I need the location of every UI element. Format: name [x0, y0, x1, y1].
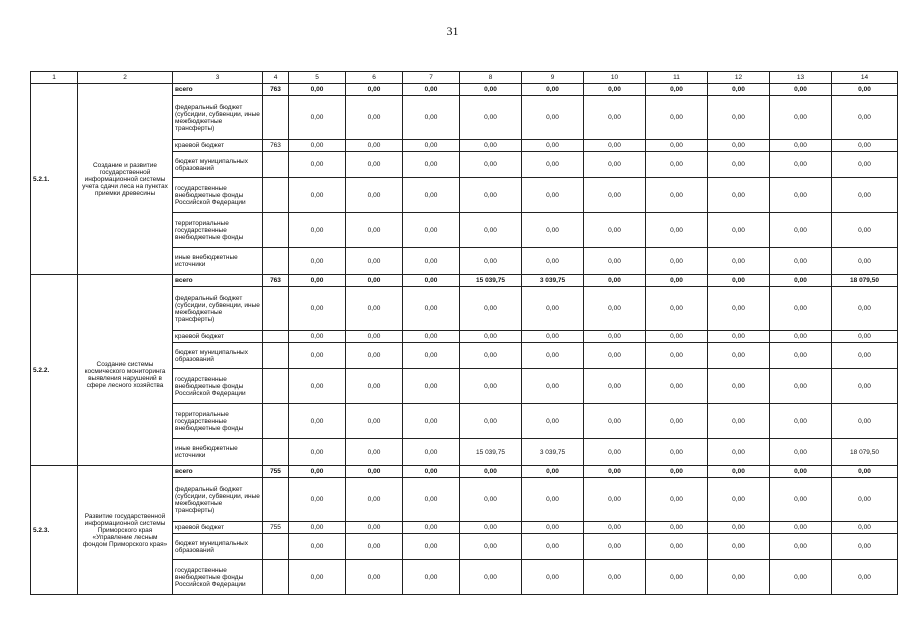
value-cell: 0,00 [770, 96, 832, 140]
value-cell: 0,00 [708, 439, 770, 466]
table-row [31, 84, 898, 96]
value-cell: 0,00 [584, 96, 646, 140]
value-cell: 0,00 [460, 404, 522, 439]
funding-source: государственные внебюджетные фонды Российской Федерации [173, 560, 263, 595]
table-row [31, 466, 898, 478]
value-cell: 0,00 [770, 439, 832, 466]
value-cell: 0,00 [770, 140, 832, 152]
value-cell: 0,00 [460, 560, 522, 595]
value-cell: 0,00 [584, 478, 646, 522]
value-cell: 0,00 [832, 369, 898, 404]
value-cell: 0,00 [708, 369, 770, 404]
value-cell: 0,00 [584, 466, 646, 478]
value-cell: 0,00 [346, 152, 403, 178]
section-name: Создание и развитие государственной информационной системы учета сдачи леса на пунктах приемки древесины [78, 84, 173, 275]
value-cell: 0,00 [832, 522, 898, 534]
value-cell: 0,00 [460, 213, 522, 248]
value-cell: 0,00 [708, 331, 770, 343]
value-cell: 0,00 [708, 522, 770, 534]
value-cell: 0,00 [708, 560, 770, 595]
page-number: 31 [446, 24, 459, 38]
value-cell: 0,00 [832, 287, 898, 331]
header-cell: 5 [289, 72, 346, 84]
funding-source: государственные внебюджетные фонды Российской Федерации [173, 369, 263, 404]
budget-code-cell [263, 369, 289, 404]
value-cell: 0,00 [584, 560, 646, 595]
value-cell: 0,00 [346, 522, 403, 534]
budget-code-cell [263, 404, 289, 439]
value-cell: 0,00 [832, 560, 898, 595]
value-cell: 0,00 [522, 560, 584, 595]
value-cell: 0,00 [522, 213, 584, 248]
value-cell: 0,00 [832, 343, 898, 369]
value-cell: 0,00 [770, 404, 832, 439]
value-cell: 0,00 [403, 96, 460, 140]
budget-code-cell [263, 478, 289, 522]
section-name: Создание системы космического мониторинга выявления нарушений в сфере лесного хозяйства [78, 275, 173, 466]
value-cell: 0,00 [289, 331, 346, 343]
budget-code-cell [263, 560, 289, 595]
value-cell: 18 079,50 [832, 439, 898, 466]
value-cell: 0,00 [346, 248, 403, 275]
value-cell: 0,00 [460, 140, 522, 152]
value-cell: 0,00 [403, 287, 460, 331]
section-name: Развитие государственной информационной системы Приморского края «Управление лесным фондом Приморского края» [78, 466, 173, 595]
value-cell: 0,00 [708, 84, 770, 96]
value-cell: 0,00 [403, 369, 460, 404]
header-cell: 10 [584, 72, 646, 84]
value-cell: 0,00 [832, 140, 898, 152]
value-cell: 0,00 [832, 178, 898, 213]
value-cell: 0,00 [584, 331, 646, 343]
funding-source: федеральный бюджет (субсидии, субвенции, иные межбюджетные трансферты) [173, 287, 263, 331]
value-cell: 0,00 [403, 466, 460, 478]
value-cell: 0,00 [403, 331, 460, 343]
value-cell: 0,00 [770, 534, 832, 560]
value-cell: 0,00 [522, 331, 584, 343]
value-cell: 0,00 [403, 439, 460, 466]
header-cell: 11 [646, 72, 708, 84]
value-cell: 0,00 [646, 287, 708, 331]
value-cell: 0,00 [346, 478, 403, 522]
budget-code-cell [263, 287, 289, 331]
funding-source: краевой бюджет [173, 522, 263, 534]
value-cell: 0,00 [289, 478, 346, 522]
value-cell: 0,00 [770, 213, 832, 248]
value-cell: 0,00 [584, 369, 646, 404]
value-cell: 3 039,75 [522, 439, 584, 466]
value-cell: 0,00 [584, 439, 646, 466]
value-cell: 0,00 [584, 287, 646, 331]
budget-code-cell [263, 213, 289, 248]
funding-source: бюджет муниципальных образований [173, 534, 263, 560]
value-cell: 15 039,75 [460, 439, 522, 466]
value-cell: 0,00 [522, 343, 584, 369]
value-cell: 0,00 [708, 404, 770, 439]
value-cell: 0,00 [522, 248, 584, 275]
value-cell: 0,00 [346, 534, 403, 560]
value-cell: 0,00 [346, 84, 403, 96]
value-cell: 0,00 [584, 522, 646, 534]
value-cell: 0,00 [708, 140, 770, 152]
value-cell: 3 039,75 [522, 275, 584, 287]
value-cell: 0,00 [403, 534, 460, 560]
value-cell: 0,00 [460, 178, 522, 213]
value-cell: 0,00 [346, 343, 403, 369]
value-cell: 0,00 [708, 343, 770, 369]
value-cell: 0,00 [346, 178, 403, 213]
value-cell: 0,00 [646, 248, 708, 275]
value-cell: 0,00 [584, 404, 646, 439]
value-cell: 0,00 [646, 213, 708, 248]
value-cell: 0,00 [770, 369, 832, 404]
value-cell: 0,00 [584, 84, 646, 96]
funding-source: бюджет муниципальных образований [173, 152, 263, 178]
funding-source: территориальные государственные внебюджетные фонды [173, 404, 263, 439]
value-cell: 0,00 [289, 84, 346, 96]
budget-code-cell: 755 [263, 522, 289, 534]
value-cell: 0,00 [584, 275, 646, 287]
budget-code-cell [263, 248, 289, 275]
funding-source: краевой бюджет [173, 331, 263, 343]
table-row [31, 275, 898, 287]
header-cell: 1 [31, 72, 78, 84]
value-cell: 0,00 [584, 213, 646, 248]
value-cell: 0,00 [460, 152, 522, 178]
value-cell: 0,00 [289, 140, 346, 152]
value-cell: 0,00 [522, 404, 584, 439]
value-cell: 0,00 [646, 404, 708, 439]
value-cell: 0,00 [646, 369, 708, 404]
value-cell: 0,00 [346, 369, 403, 404]
budget-code-cell: 763 [263, 140, 289, 152]
value-cell: 0,00 [346, 140, 403, 152]
value-cell: 0,00 [289, 439, 346, 466]
value-cell: 0,00 [832, 404, 898, 439]
funding-source: всего [173, 84, 263, 96]
value-cell: 0,00 [522, 152, 584, 178]
budget-code-cell: 763 [263, 275, 289, 287]
value-cell: 0,00 [832, 534, 898, 560]
header-cell: 9 [522, 72, 584, 84]
value-cell: 0,00 [708, 287, 770, 331]
value-cell: 0,00 [522, 287, 584, 331]
funding-source: территориальные государственные внебюджетные фонды [173, 213, 263, 248]
value-cell: 0,00 [646, 96, 708, 140]
value-cell: 0,00 [403, 522, 460, 534]
value-cell: 0,00 [646, 439, 708, 466]
value-cell: 0,00 [522, 178, 584, 213]
budget-code-cell [263, 343, 289, 369]
value-cell: 0,00 [770, 152, 832, 178]
budget-code-cell [263, 534, 289, 560]
value-cell: 0,00 [646, 331, 708, 343]
value-cell: 0,00 [289, 369, 346, 404]
value-cell: 0,00 [460, 331, 522, 343]
value-cell: 0,00 [460, 522, 522, 534]
value-cell: 0,00 [646, 152, 708, 178]
header-cell: 4 [263, 72, 289, 84]
value-cell: 0,00 [289, 522, 346, 534]
value-cell: 0,00 [584, 178, 646, 213]
value-cell: 0,00 [460, 287, 522, 331]
header-cell: 6 [346, 72, 403, 84]
value-cell: 0,00 [346, 213, 403, 248]
value-cell: 0,00 [460, 248, 522, 275]
value-cell: 0,00 [460, 369, 522, 404]
value-cell: 0,00 [770, 522, 832, 534]
header-cell: 2 [78, 72, 173, 84]
value-cell: 0,00 [708, 534, 770, 560]
value-cell: 0,00 [403, 84, 460, 96]
value-cell: 0,00 [522, 140, 584, 152]
value-cell: 0,00 [289, 96, 346, 140]
value-cell: 0,00 [522, 369, 584, 404]
value-cell: 0,00 [832, 248, 898, 275]
value-cell: 0,00 [832, 478, 898, 522]
section-code: 5.2.1. [31, 84, 78, 275]
value-cell: 0,00 [584, 248, 646, 275]
value-cell: 0,00 [346, 404, 403, 439]
value-cell: 0,00 [770, 275, 832, 287]
value-cell: 0,00 [346, 287, 403, 331]
value-cell: 0,00 [289, 152, 346, 178]
budget-code-cell [263, 439, 289, 466]
value-cell: 0,00 [403, 152, 460, 178]
value-cell: 0,00 [346, 560, 403, 595]
header-cell: 12 [708, 72, 770, 84]
value-cell: 0,00 [522, 522, 584, 534]
section-code: 5.2.2. [31, 275, 78, 466]
budget-table [30, 71, 898, 595]
value-cell: 0,00 [403, 140, 460, 152]
funding-source: федеральный бюджет (субсидии, субвенции, иные межбюджетные трансферты) [173, 478, 263, 522]
value-cell: 0,00 [522, 466, 584, 478]
budget-code-cell [263, 152, 289, 178]
value-cell: 0,00 [403, 248, 460, 275]
value-cell: 0,00 [403, 343, 460, 369]
value-cell: 0,00 [770, 560, 832, 595]
value-cell: 0,00 [832, 331, 898, 343]
value-cell: 0,00 [460, 534, 522, 560]
value-cell: 0,00 [832, 152, 898, 178]
value-cell: 0,00 [646, 343, 708, 369]
value-cell: 18 079,50 [832, 275, 898, 287]
value-cell: 0,00 [646, 560, 708, 595]
value-cell: 0,00 [289, 248, 346, 275]
value-cell: 0,00 [770, 343, 832, 369]
value-cell: 0,00 [770, 287, 832, 331]
value-cell: 0,00 [522, 534, 584, 560]
value-cell: 0,00 [646, 534, 708, 560]
value-cell: 0,00 [460, 478, 522, 522]
value-cell: 0,00 [403, 560, 460, 595]
value-cell: 0,00 [770, 331, 832, 343]
value-cell: 0,00 [289, 213, 346, 248]
value-cell: 0,00 [460, 343, 522, 369]
value-cell: 0,00 [708, 213, 770, 248]
value-cell: 0,00 [289, 560, 346, 595]
value-cell: 15 039,75 [460, 275, 522, 287]
value-cell: 0,00 [460, 84, 522, 96]
value-cell: 0,00 [289, 178, 346, 213]
funding-source: краевой бюджет [173, 140, 263, 152]
value-cell: 0,00 [646, 84, 708, 96]
value-cell: 0,00 [646, 275, 708, 287]
value-cell: 0,00 [584, 343, 646, 369]
header-cell: 7 [403, 72, 460, 84]
budget-code-cell: 755 [263, 466, 289, 478]
value-cell: 0,00 [346, 439, 403, 466]
value-cell: 0,00 [289, 275, 346, 287]
value-cell: 0,00 [708, 96, 770, 140]
funding-source: государственные внебюджетные фонды Российской Федерации [173, 178, 263, 213]
value-cell: 0,00 [584, 140, 646, 152]
funding-source: иные внебюджетные источники [173, 248, 263, 275]
value-cell: 0,00 [708, 152, 770, 178]
value-cell: 0,00 [584, 152, 646, 178]
funding-source: бюджет муниципальных образований [173, 343, 263, 369]
value-cell: 0,00 [346, 466, 403, 478]
value-cell: 0,00 [646, 522, 708, 534]
value-cell: 0,00 [522, 96, 584, 140]
value-cell: 0,00 [289, 287, 346, 331]
value-cell: 0,00 [832, 96, 898, 140]
value-cell: 0,00 [832, 84, 898, 96]
value-cell: 0,00 [646, 466, 708, 478]
header-cell: 14 [832, 72, 898, 84]
value-cell: 0,00 [708, 275, 770, 287]
budget-code-cell [263, 178, 289, 213]
value-cell: 0,00 [460, 96, 522, 140]
value-cell: 0,00 [770, 466, 832, 478]
value-cell: 0,00 [522, 478, 584, 522]
funding-source: всего [173, 466, 263, 478]
value-cell: 0,00 [770, 178, 832, 213]
value-cell: 0,00 [770, 478, 832, 522]
budget-code-cell [263, 331, 289, 343]
value-cell: 0,00 [346, 331, 403, 343]
budget-code-cell [263, 96, 289, 140]
value-cell: 0,00 [289, 404, 346, 439]
value-cell: 0,00 [708, 178, 770, 213]
value-cell: 0,00 [708, 466, 770, 478]
funding-source: иные внебюджетные источники [173, 439, 263, 466]
value-cell: 0,00 [403, 275, 460, 287]
value-cell: 0,00 [460, 466, 522, 478]
value-cell: 0,00 [646, 178, 708, 213]
header-cell: 3 [173, 72, 263, 84]
value-cell: 0,00 [403, 213, 460, 248]
value-cell: 0,00 [289, 466, 346, 478]
funding-source: всего [173, 275, 263, 287]
value-cell: 0,00 [289, 343, 346, 369]
value-cell: 0,00 [584, 534, 646, 560]
section-code: 5.2.3. [31, 466, 78, 595]
value-cell: 0,00 [403, 178, 460, 213]
header-cell: 13 [770, 72, 832, 84]
value-cell: 0,00 [403, 404, 460, 439]
funding-source: федеральный бюджет (субсидии, субвенции, иные межбюджетные трансферты) [173, 96, 263, 140]
value-cell: 0,00 [346, 275, 403, 287]
value-cell: 0,00 [832, 466, 898, 478]
value-cell: 0,00 [403, 478, 460, 522]
value-cell: 0,00 [289, 534, 346, 560]
value-cell: 0,00 [646, 478, 708, 522]
value-cell: 0,00 [770, 84, 832, 96]
value-cell: 0,00 [646, 140, 708, 152]
header-cell: 8 [460, 72, 522, 84]
value-cell: 0,00 [346, 96, 403, 140]
value-cell: 0,00 [522, 84, 584, 96]
value-cell: 0,00 [708, 248, 770, 275]
value-cell: 0,00 [708, 478, 770, 522]
header-row [31, 72, 898, 84]
value-cell: 0,00 [832, 213, 898, 248]
value-cell: 0,00 [770, 248, 832, 275]
budget-code-cell: 763 [263, 84, 289, 96]
